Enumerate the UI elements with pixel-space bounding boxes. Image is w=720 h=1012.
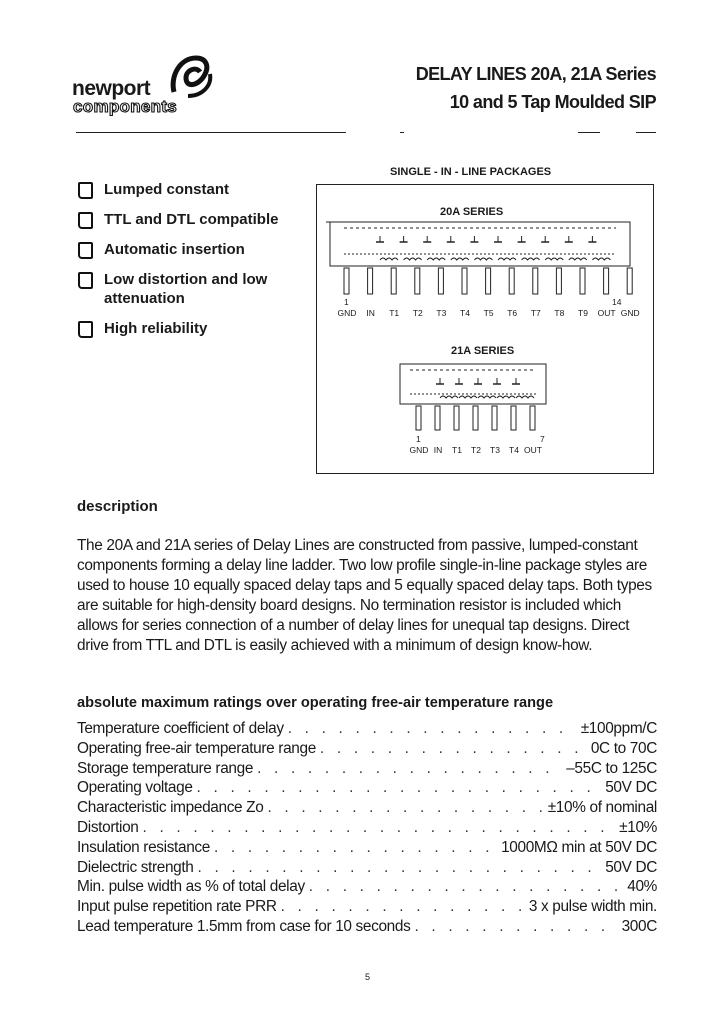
pin-labels-20a <box>0 308 720 322</box>
pin-label: T4 <box>460 308 470 318</box>
dot-leader <box>267 798 543 818</box>
page-subtitle: 10 and 5 Tap Moulded SIP <box>449 92 656 112</box>
page-number: 5 <box>365 972 371 982</box>
pin-20a-gnd <box>627 268 632 294</box>
pin-20a-in <box>368 268 373 294</box>
pin-label: GND <box>620 308 640 318</box>
rating-label: Lead temperature 1.5mm from case for 10 seconds <box>77 917 411 935</box>
rating-value: ±100ppm/C <box>580 720 657 737</box>
rating-value: 1000MΩ min at 50V DC <box>501 838 657 856</box>
rating-row <box>77 739 657 759</box>
pin-20a-t7 <box>533 268 538 294</box>
ratings-heading: absolute maximum ratings over operating free-air temperature range <box>77 695 554 711</box>
rating-label: Operating voltage <box>77 779 193 797</box>
feature-item: Low distortion and low attenuation <box>76 270 316 308</box>
dot-leader <box>309 877 623 897</box>
pin-label: GND <box>337 308 357 318</box>
feature-list <box>76 180 316 349</box>
rating-value: 0C to 70C <box>590 739 657 757</box>
rating-value: 50V DC <box>605 858 657 876</box>
pin-label: IN <box>366 308 375 318</box>
pin-label: T4 <box>509 445 519 455</box>
dot-leader <box>414 917 617 937</box>
rating-row <box>77 818 657 838</box>
pin-label: T1 <box>452 445 462 455</box>
rating-label: Insulation resistance <box>77 838 210 856</box>
pin-number-first-20a: 1 <box>344 297 349 307</box>
dot-leader <box>143 818 616 838</box>
package-21a-ladder <box>436 378 534 398</box>
package-20a-pins <box>344 268 632 294</box>
pin-21a-t3 <box>492 406 497 430</box>
company-logo <box>72 52 217 116</box>
pin-label: OUT <box>524 445 542 455</box>
pin-21a-t2 <box>473 406 478 430</box>
pin-labels-21a <box>0 445 720 459</box>
rating-label: Distortion <box>77 818 139 836</box>
logo-wordmark-bottom: components <box>73 97 178 116</box>
dot-leader <box>281 897 525 917</box>
pin-20a-t4 <box>462 268 467 294</box>
pin-label: IN <box>433 445 443 455</box>
newport-swirl-icon <box>166 52 216 102</box>
rating-row <box>77 897 657 917</box>
pin-21a-out <box>530 406 535 430</box>
feature-item: TTL and DTL compatible <box>76 210 316 229</box>
pin-number-last-21a: 7 <box>540 434 545 444</box>
pin-number-first-21a: 1 <box>416 434 421 444</box>
rating-label: Operating free-air temperature range <box>77 739 316 757</box>
rating-row <box>77 719 657 739</box>
rating-value: ±10% of nominal <box>547 799 657 817</box>
checkbox-icon <box>78 321 93 338</box>
feature-item: High reliability <box>76 319 316 338</box>
checkbox-icon <box>78 212 93 229</box>
dot-leader <box>197 778 602 798</box>
rating-label: Input pulse repetition rate PRR <box>77 898 277 916</box>
pin-20a-t6 <box>509 268 514 294</box>
checkbox-icon <box>78 242 93 259</box>
rating-label: Min. pulse width as % of total delay <box>77 878 305 896</box>
pin-20a-t3 <box>438 268 443 294</box>
rating-label: Storage temperature range <box>77 759 254 777</box>
sip-package-diagram <box>316 184 654 474</box>
header-rule-left <box>76 132 346 133</box>
pin-21a-t4 <box>511 406 516 430</box>
pin-label: T5 <box>483 308 494 318</box>
rating-row <box>77 917 657 937</box>
packages-title: SINGLE - IN - LINE PACKAGES <box>390 166 552 178</box>
pin-label: T9 <box>578 308 588 318</box>
pin-label: T7 <box>530 308 541 318</box>
rating-row <box>77 798 657 818</box>
feature-item: Automatic insertion <box>76 240 316 259</box>
rating-value: ±10% <box>619 818 657 836</box>
dot-leader <box>214 838 497 858</box>
series-21a-label: 21A SERIES <box>451 345 515 357</box>
feature-item: Lumped constant <box>76 180 316 199</box>
rating-label: Dielectric strength <box>77 858 194 876</box>
pin-20a-t5 <box>486 268 491 294</box>
pin-label: T3 <box>490 445 500 455</box>
pin-number-last-20a: 14 <box>612 297 622 307</box>
pin-21a-t1 <box>454 406 459 430</box>
pin-label: GND <box>409 445 429 455</box>
rating-value: 300C <box>621 917 657 935</box>
logo-wordmark-top: newport <box>72 77 151 100</box>
pin-21a-gnd <box>416 406 421 430</box>
header-rule-right-a <box>578 132 600 133</box>
pin-label: OUT <box>597 308 616 318</box>
dot-leader <box>257 759 562 779</box>
rating-value: 3 x pulse width min. <box>528 898 657 916</box>
pin-label: T3 <box>436 308 447 318</box>
description-heading: description <box>77 498 158 515</box>
header-rule-right-b <box>636 132 656 133</box>
rating-row <box>77 877 657 897</box>
pin-20a-t8 <box>556 268 561 294</box>
checkbox-icon <box>78 272 93 289</box>
pin-20a-gnd <box>344 268 349 294</box>
pin-20a-t1 <box>391 268 396 294</box>
description-body: The 20A and 21A series of Delay Lines are constructed from passive, lumped-constant components forming a delay line ladder. Two low profile single-in-line package styles are used to house 10 equally spaced delay taps and 5 equally spaced delay taps. Both types are suitable for high-density board designs. No termination resistor is included which allows for series connection of a number of delay lines for unequal tap designs. Direct drive from TTL and DTL is easily achieved with a minimum of design know-how. <box>77 537 652 654</box>
pin-20a-t2 <box>415 268 420 294</box>
header-rule-mark <box>400 132 404 133</box>
pin-label: T8 <box>554 308 565 318</box>
pin-label: T1 <box>389 308 400 318</box>
package-21a-pins <box>416 406 535 430</box>
dot-leader <box>198 858 602 878</box>
rating-row <box>77 838 657 858</box>
rating-value: 40% <box>627 878 657 896</box>
pin-20a-t9 <box>580 268 585 294</box>
rating-row <box>77 778 657 798</box>
pin-20a-out <box>604 268 609 294</box>
series-20a-label: 20A SERIES <box>440 206 504 218</box>
pin-label: T2 <box>471 445 481 455</box>
rating-value: 50V DC <box>605 779 657 797</box>
pin-label: T6 <box>507 308 518 318</box>
pin-label: T2 <box>412 308 423 318</box>
dot-leader <box>288 719 577 739</box>
page-title: DELAY LINES 20A, 21A Series <box>415 64 656 84</box>
package-20a-ladder <box>376 236 610 260</box>
rating-label: Characteristic impedance Zo <box>77 799 264 817</box>
rating-label: Temperature coefficient of delay <box>77 720 284 737</box>
rating-row <box>77 858 657 878</box>
checkbox-icon <box>78 182 93 199</box>
dot-leader <box>320 739 587 759</box>
ratings-table <box>77 719 657 937</box>
rating-value: –55C to 125C <box>566 759 657 777</box>
rating-row <box>77 759 657 779</box>
pin-21a-in <box>435 406 440 430</box>
